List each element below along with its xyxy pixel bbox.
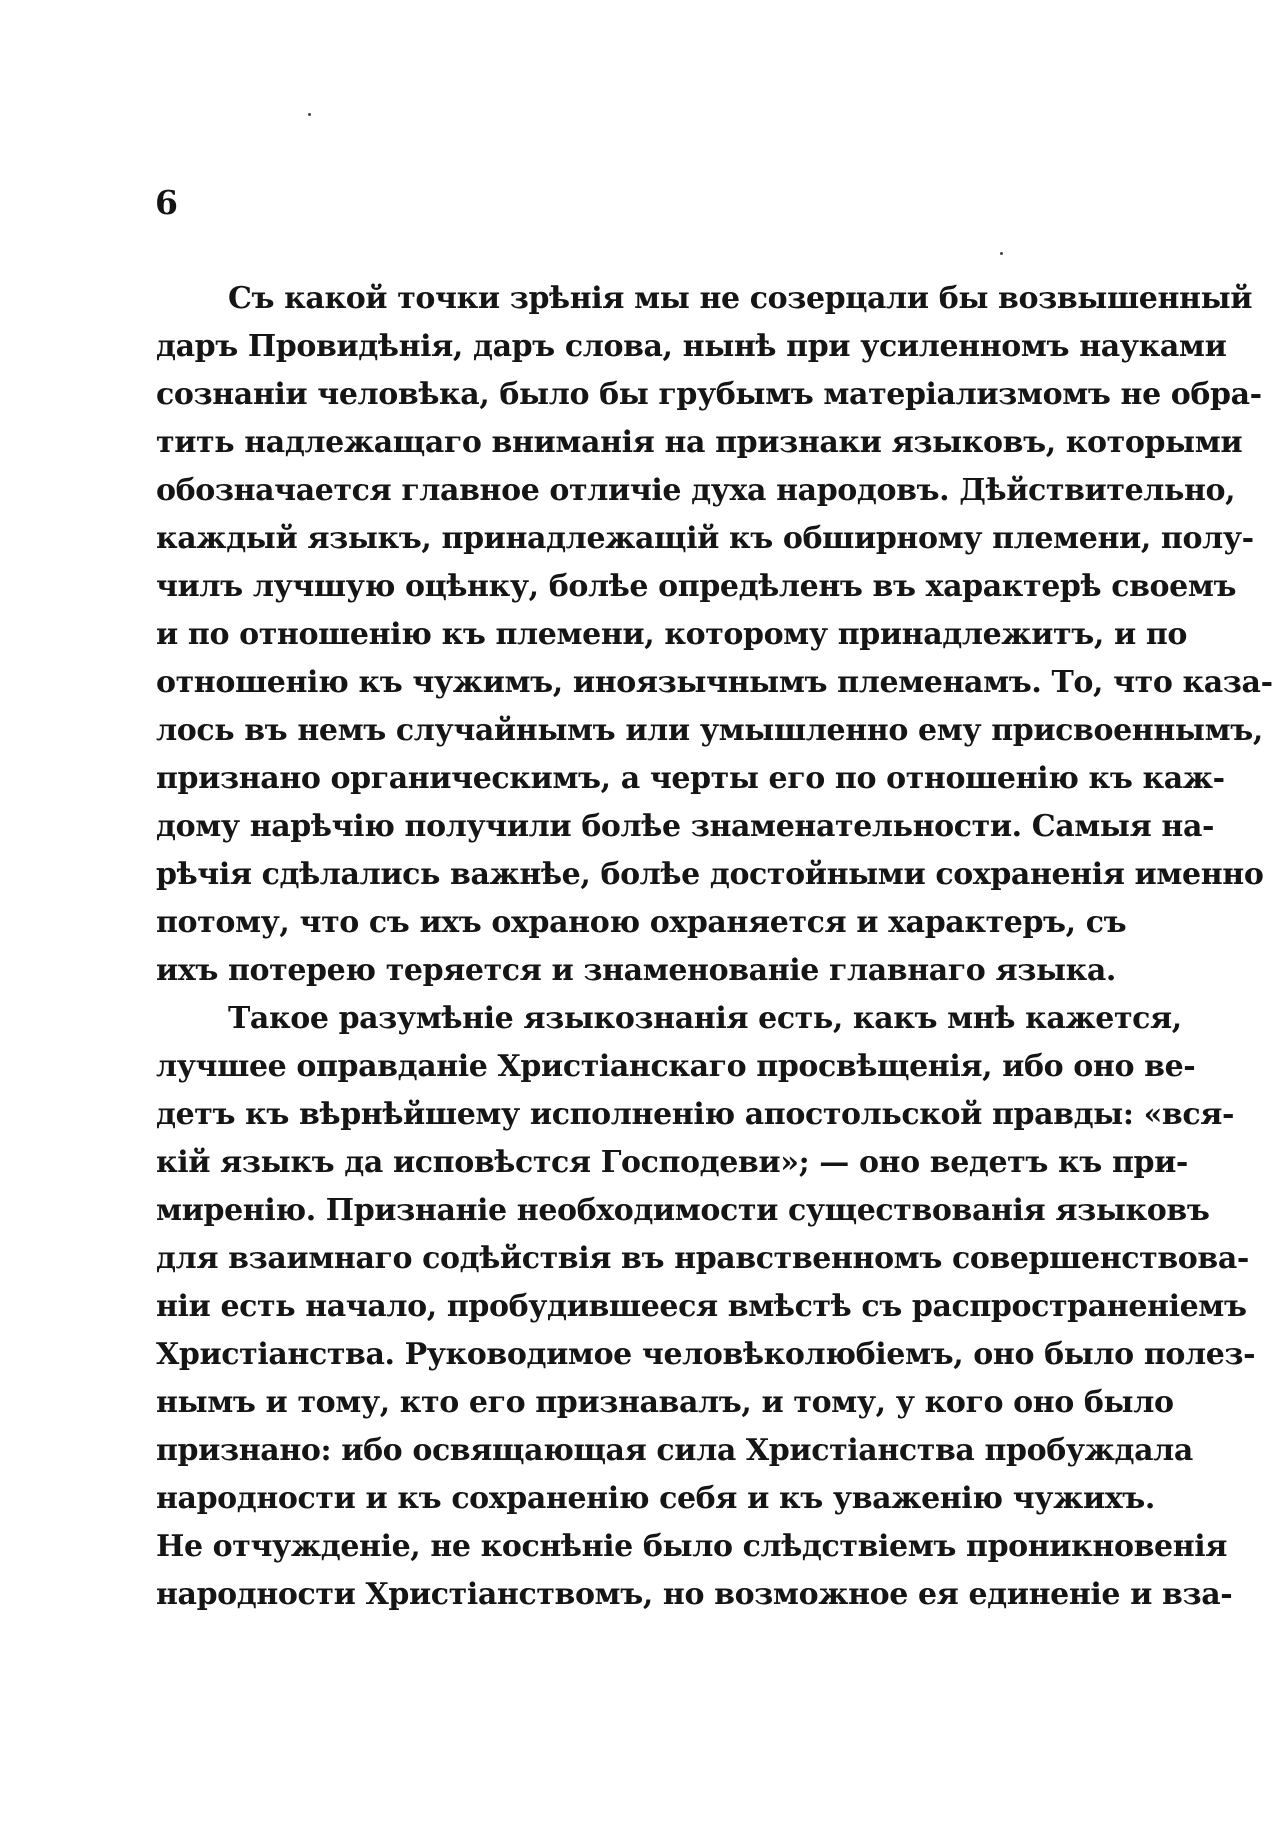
text-line: Съ какой точки зрѣнія мы не созерцали бы возвышенный — [228, 281, 1253, 316]
print-speck — [1000, 252, 1003, 255]
text-line: каждый языкъ, принадлежащій къ обширному племени, полу- — [156, 521, 1254, 556]
text-line: признано: ибо освящающая сила Христіанства пробуждала — [156, 1433, 1193, 1468]
text-line: сознаніи человѣка, было бы грубымъ матеріализмомъ не обра- — [156, 377, 1262, 412]
text-line: признано органическимъ, а черты его по отношенію къ каж- — [156, 761, 1225, 796]
text-line: лось въ немъ случайнымъ или умышленно ему присвоеннымъ, — [156, 713, 1263, 748]
text-line: Не отчужденіе, не коснѣніе было слѣдствіемъ проникновенія — [156, 1529, 1228, 1564]
text-line: Такое разумѣніе языкознанія есть, какъ мнѣ кажется, — [228, 1001, 1182, 1036]
text-line: лучшее оправданіе Христіанскаго просвѣщенія, ибо оно ве- — [156, 1049, 1196, 1084]
text-line: миренію. Признаніе необходимости существованія языковъ — [156, 1193, 1210, 1228]
text-line: нымъ и тому, кто его признавалъ, и тому, у кого оно было — [156, 1385, 1174, 1420]
text-line: народности и къ сохраненію себя и къ уваженію чужихъ. — [156, 1481, 1155, 1516]
text-line: ихъ потерею теряется и знаменованіе главнаго языка. — [156, 953, 1116, 988]
text-line: чилъ лучшую оцѣнку, болѣе опредѣленъ въ характерѣ своемъ — [156, 569, 1237, 604]
paragraph-2 — [156, 995, 1256, 1619]
page-number: 6 — [155, 183, 178, 222]
text-line: тить надлежащаго вниманія на признаки языковъ, которыми — [156, 425, 1243, 460]
text-line: детъ къ вѣрнѣйшему исполненію апостольской правды: «вся- — [156, 1097, 1235, 1132]
text-line: отношенію къ чужимъ, иноязычнымъ племенамъ. То, что каза- — [156, 665, 1273, 700]
text-line: дому нарѣчію получили болѣе знаменательности. Самыя на- — [156, 809, 1215, 844]
text-line: народности Христіанствомъ, но возможное ея единеніе и вза- — [156, 1577, 1233, 1612]
text-line: обозначается главное отличіе духа народовъ. Дѣйствительно, — [156, 473, 1236, 508]
text-line: ніи есть начало, пробудившееся вмѣстѣ съ распространеніемъ — [156, 1289, 1247, 1324]
text-line: Христіанства. Руководимое человѣколюбіемъ, оно было полез- — [156, 1337, 1256, 1372]
text-line: потому, что съ ихъ охраною охраняется и характеръ, съ — [156, 905, 1127, 940]
text-line: рѣчія сдѣлались важнѣе, болѣе достойными сохраненія именно — [156, 857, 1264, 892]
text-line: для взаимнаго содѣйствія въ нравственномъ совершенствова- — [156, 1241, 1249, 1276]
body-text — [156, 275, 1273, 1619]
paragraph-1 — [156, 275, 1273, 995]
text-line: и по отношенію къ племени, которому принадлежитъ, и по — [156, 617, 1188, 652]
text-line: даръ Провидѣнія, даръ слова, нынѣ при усиленномъ науками — [156, 329, 1227, 364]
print-speck — [308, 113, 311, 116]
text-line: кій языкъ да исповѣстся Господеви»; — оно ведетъ къ при- — [156, 1145, 1188, 1180]
